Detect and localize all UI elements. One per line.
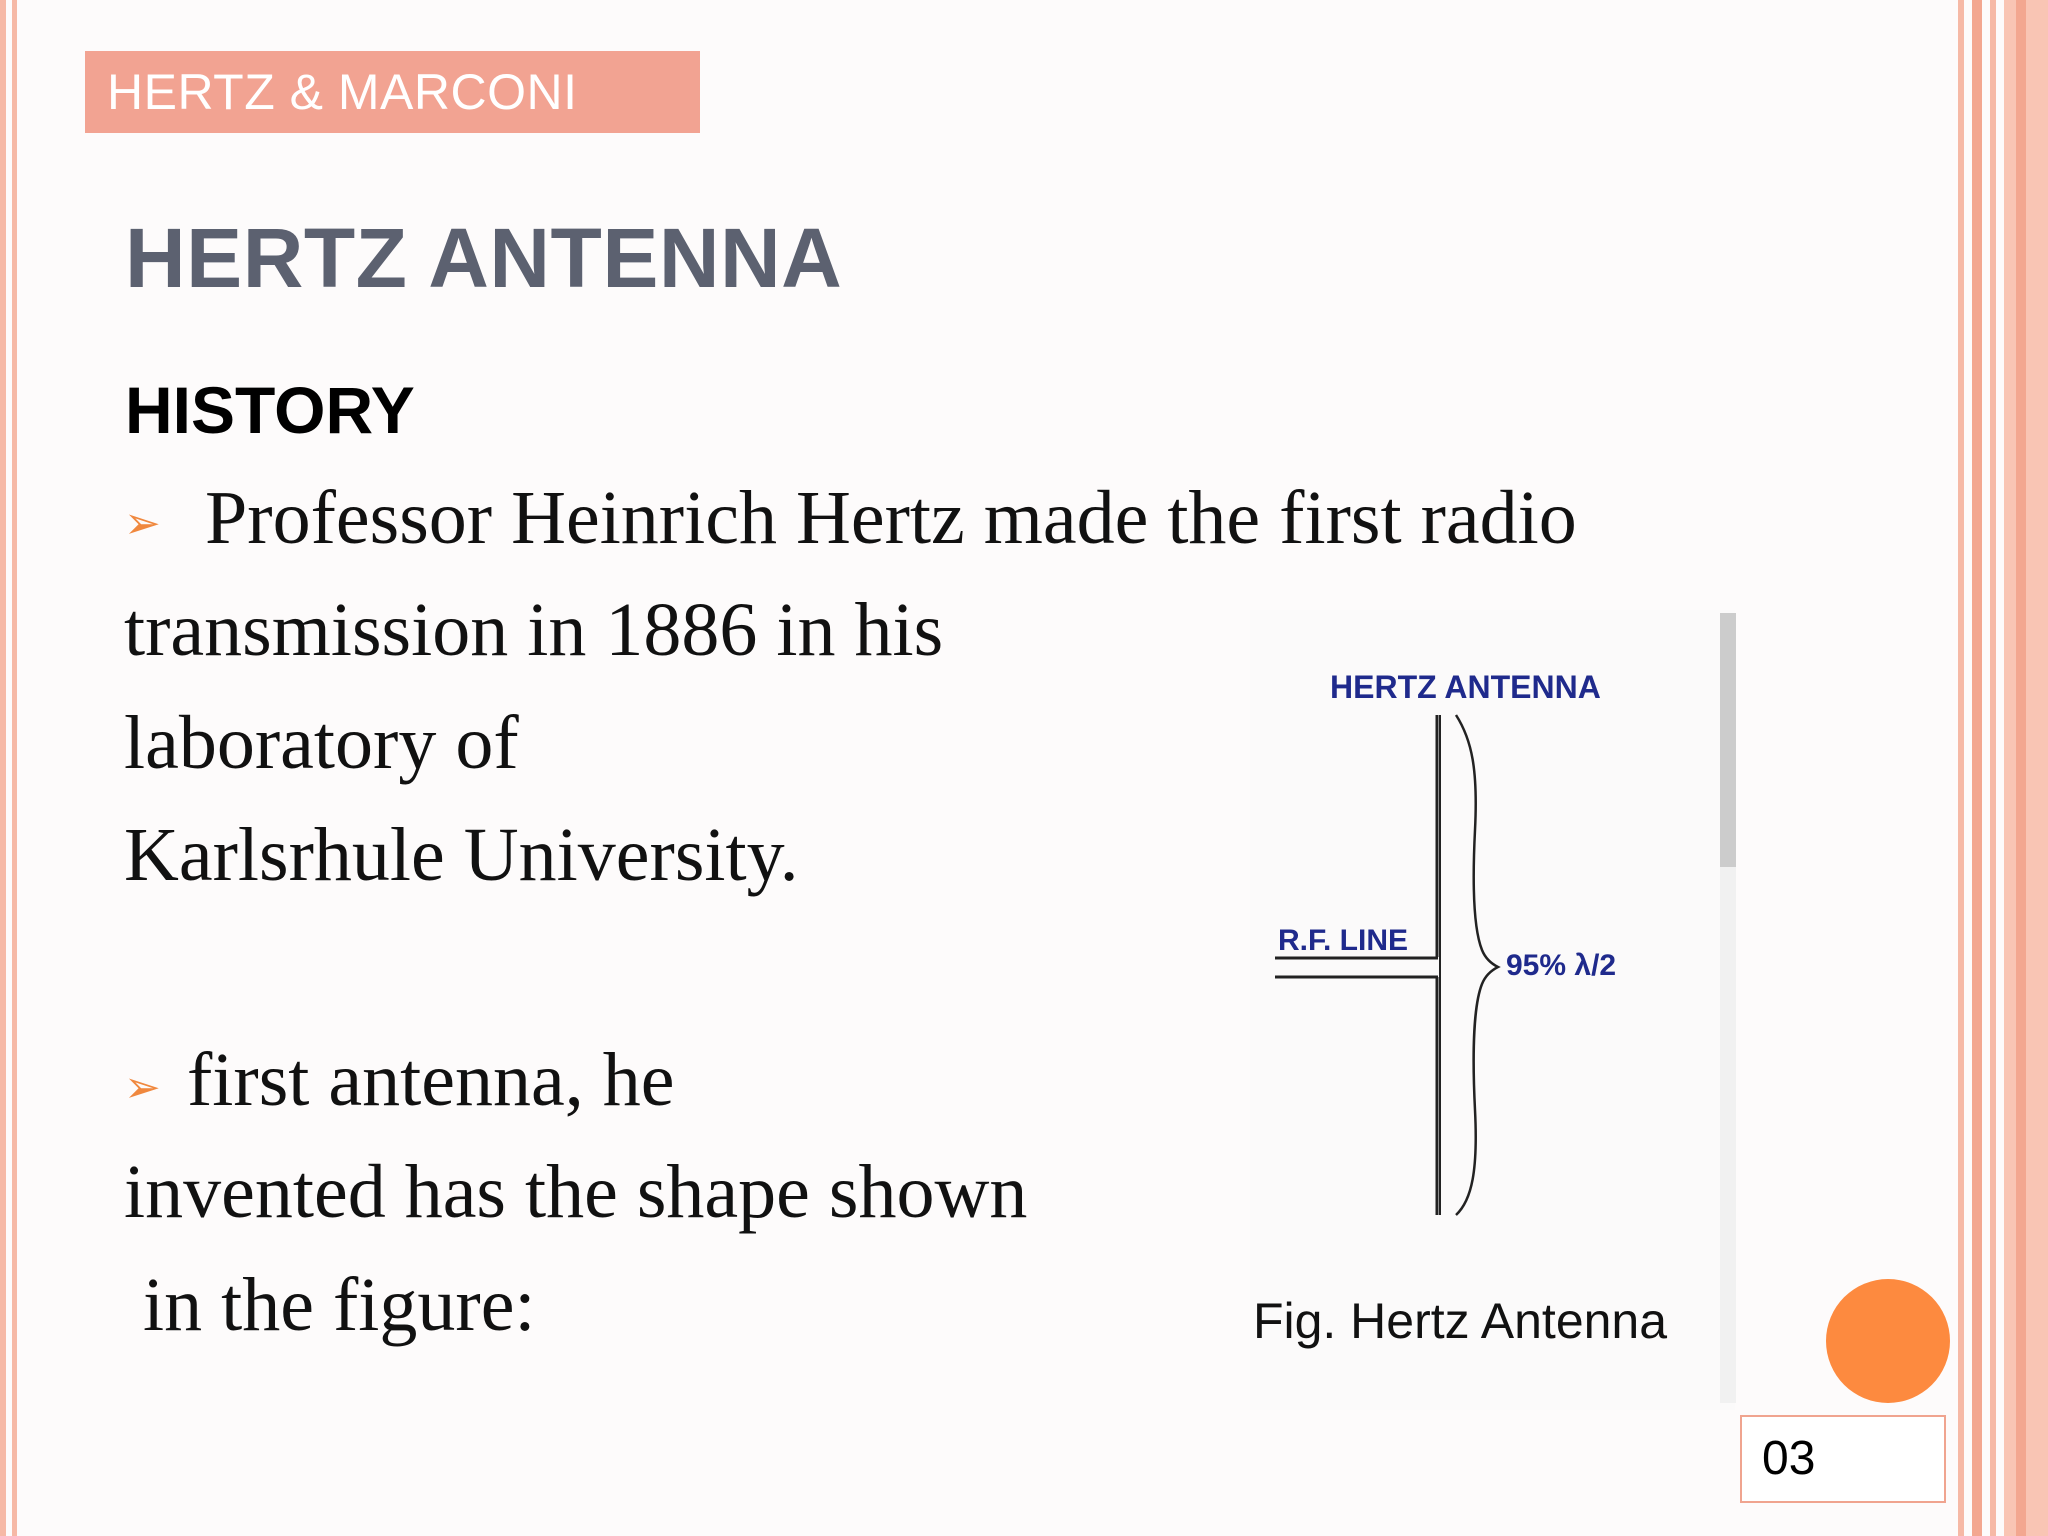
subheading: HISTORY — [125, 373, 415, 447]
section-tag: HERTZ & MARCONI — [85, 51, 700, 133]
curly-brace-icon — [1456, 715, 1498, 1215]
figure-caption: Fig. Hertz Antenna — [1252, 1293, 1668, 1349]
bullet1-line4: Karlsrhule University. — [124, 813, 799, 897]
decorative-circle — [1826, 1279, 1950, 1403]
antenna-figure — [1250, 610, 1735, 1410]
right-border-band — [2004, 0, 2048, 1536]
bullet1-line1: Professor Heinrich Hertz made the first radio — [205, 476, 1577, 560]
figure-scrollbar-thumb[interactable] — [1720, 613, 1736, 867]
diagram-title: HERTZ ANTENNA — [1330, 669, 1601, 705]
right-border-stripe — [1990, 0, 1996, 1536]
right-border-stripe — [2016, 0, 2026, 1536]
right-border-stripe — [1972, 0, 1982, 1536]
length-label: 95% λ/2 — [1506, 949, 1617, 982]
bullet2-line1: first antenna, he — [187, 1038, 675, 1122]
slide-title: HERTZ ANTENNA — [125, 211, 843, 305]
page-number: 03 — [1740, 1415, 1946, 1503]
bullet2-line3: in the figure: — [124, 1263, 536, 1347]
bullet2-line2: invented has the shape shown — [124, 1150, 1028, 1234]
bullet1-line2: transmission in 1886 in his — [124, 588, 944, 672]
left-border-stripe — [0, 0, 6, 1536]
arrow-bullet-icon: ➢ — [124, 1063, 161, 1112]
arrow-bullet-icon: ➢ — [124, 499, 161, 548]
bullet1-line3: laboratory of — [124, 701, 519, 785]
rf-line-label: R.F. LINE — [1278, 924, 1409, 957]
right-border-stripe — [1958, 0, 1964, 1536]
left-border-stripe — [12, 0, 17, 1536]
hertz-antenna-diagram — [1250, 610, 1735, 1410]
